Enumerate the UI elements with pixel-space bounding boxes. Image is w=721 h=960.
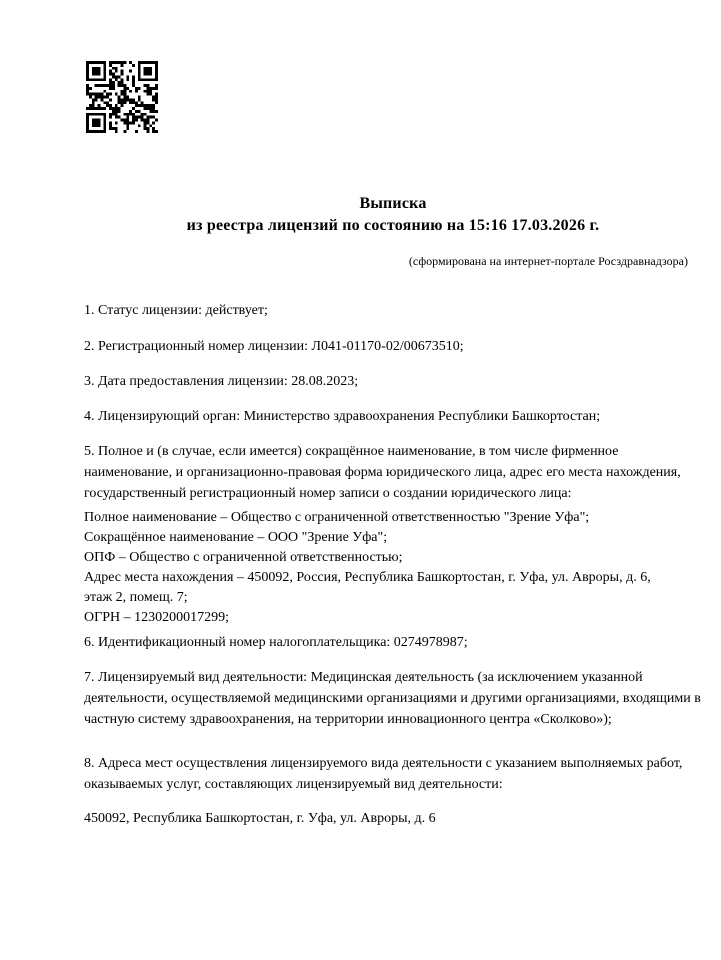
org-full-name: Полное наименование – Общество с ограниченной ответственностью "Зрение Уфа"; <box>84 510 590 525</box>
activity-addresses-heading: 8. Адреса мест осуществления лицензируемого вида деятельности с указанием выполняемых работ, оказываемых услуг, составляющих лицензируемый вид деятельности: <box>84 756 683 792</box>
org-legal-form: ОПФ – Общество с ограниченной ответственностью; <box>84 550 403 565</box>
org-info-block <box>84 508 702 628</box>
document-title <box>84 193 702 237</box>
org-info-heading: 5. Полное и (в случае, если имеется) сокращённое наименование, в том числе фирменное наименование, и организационно-правовая форма юридического лица, адрес его места нахождения, государственный регистрационный номер записи о создании юридического лица: <box>84 444 681 501</box>
license-grant-date: 3. Дата предоставления лицензии: 28.08.2023; <box>84 374 359 389</box>
org-short-name: Сокращённое наименование – ООО "Зрение Уфа"; <box>84 530 388 545</box>
formation-note: (сформирована на интернет-портале Росздравнадзора) <box>408 254 688 268</box>
org-ogrn: ОГРН – 1230200017299; <box>84 610 229 625</box>
org-address-line-2: этаж 2, помещ. 7; <box>84 590 188 605</box>
document-content <box>84 0 702 960</box>
licensing-authority: 4. Лицензирующий орган: Министерство здравоохранения Республики Башкортостан; <box>84 409 601 424</box>
license-status: 1. Статус лицензии: действует; <box>84 303 268 318</box>
licensed-activity: 7. Лицензируемый вид деятельности: Медицинская деятельность (за исключением указанной деятельности, осуществляемой медицинскими организациями и другими организациями, входящими в частную систему здравоохранения, на территории инновационного центра «Сколково»); <box>84 670 701 727</box>
license-registration-number: 2. Регистрационный номер лицензии: Л041-01170-02/00673510; <box>84 339 464 354</box>
taxpayer-inn: 6. Идентификационный номер налогоплательщика: 0274978987; <box>84 635 468 650</box>
activity-address: 450092, Республика Башкортостан, г. Уфа, ул. Авроры, д. 6 <box>84 811 436 826</box>
org-address-line-1: Адрес места нахождения – 450092, Россия, Республика Башкортостан, г. Уфа, ул. Авроры, д. 6, <box>84 570 651 585</box>
title-line-2: из реестра лицензий по состоянию на 15:16 17.03.2026 г. <box>186 217 600 234</box>
title-line-1: Выписка <box>359 195 427 212</box>
